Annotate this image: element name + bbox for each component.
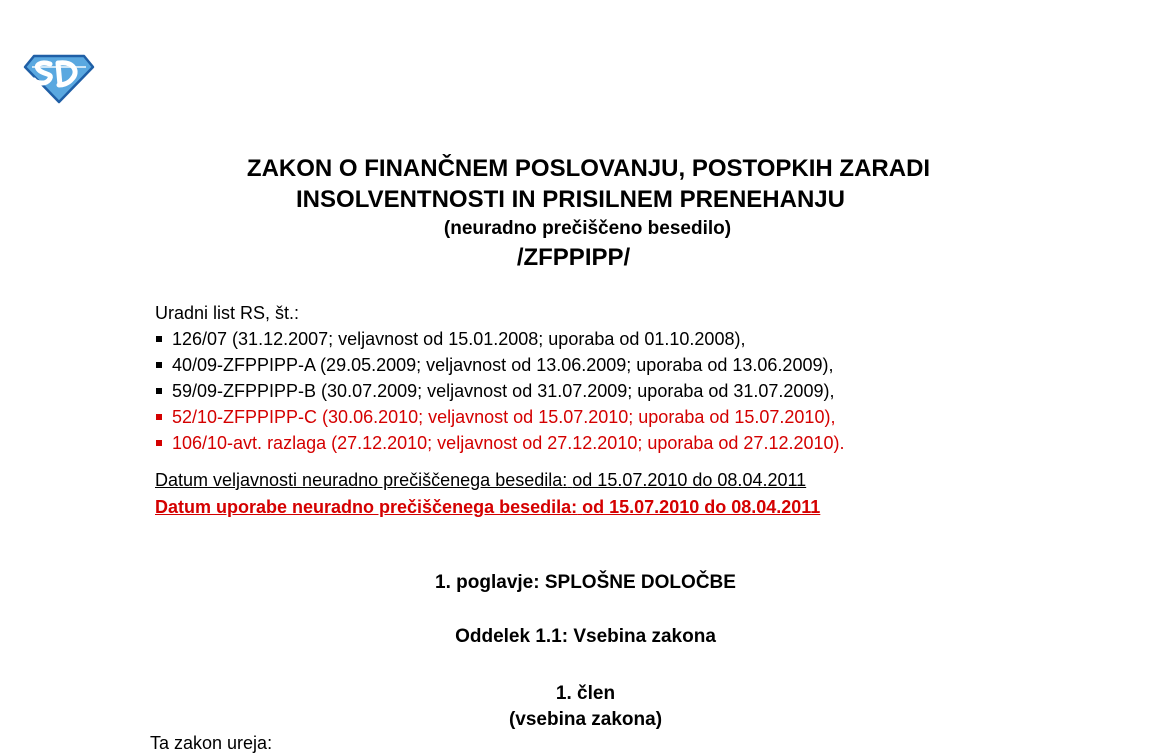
- chapter-heading: 1. poglavje: SPLOŠNE DOLOČBE: [435, 572, 736, 593]
- document-subtitle: (neuradno prečiščeno besedilo): [443, 218, 732, 239]
- article-body-text: Ta zakon ureja:: [150, 733, 273, 753]
- official-gazette-section: [155, 300, 845, 456]
- document-title-line-1: ZAKON O FINANČNEM POSLOVANJU, POSTOPKIH ZARADI: [246, 155, 931, 182]
- validity-date-line: [155, 467, 820, 494]
- application-date-label: Datum uporabe neuradno prečiščenega besedila:: [155, 497, 578, 517]
- article-heading: (vsebina zakona): [508, 709, 663, 730]
- gazette-item: 59/09-ZFPPIPP-B (30.07.2009; veljavnost od 31.07.2009; uporaba od 31.07.2009),: [155, 378, 845, 404]
- subsection-heading: Oddelek 1.1: Vsebina zakona: [455, 626, 716, 647]
- document-title-block: [0, 153, 1157, 273]
- gazette-list: [155, 326, 845, 456]
- validity-date-label: Datum veljavnosti neuradno prečiščenega besedila:: [155, 470, 568, 490]
- application-date-value: od 15.07.2010 do 08.04.2011: [582, 497, 821, 517]
- law-abbreviation: /ZFPPIPP/: [516, 244, 631, 271]
- document-title-line-2: INSOLVENTNOSTI IN PRISILNEM PRENEHANJU: [296, 186, 845, 213]
- article-block: [0, 681, 1157, 733]
- validity-date-value: od 15.07.2010 do 08.04.2011: [572, 470, 807, 490]
- gazette-item-highlighted: 106/10-avt. razlaga (27.12.2010; veljavnost od 27.12.2010; uporaba od 27.12.2010).: [155, 430, 845, 456]
- application-date-line: [155, 494, 820, 521]
- gazette-item: 40/09-ZFPPIPP-A (29.05.2009; veljavnost od 13.06.2009; uporaba od 13.06.2009),: [155, 352, 845, 378]
- gazette-heading: Uradni list RS, št.:: [155, 303, 300, 323]
- sd-shield-logo: [22, 52, 96, 104]
- gazette-item-highlighted: 52/10-ZFPPIPP-C (30.06.2010; veljavnost od 15.07.2010; uporaba od 15.07.2010),: [155, 404, 845, 430]
- dates-section: [155, 467, 820, 521]
- article-number: 1. člen: [555, 683, 616, 704]
- gazette-item: 126/07 (31.12.2007; veljavnost od 15.01.2008; uporaba od 01.10.2008),: [155, 326, 845, 352]
